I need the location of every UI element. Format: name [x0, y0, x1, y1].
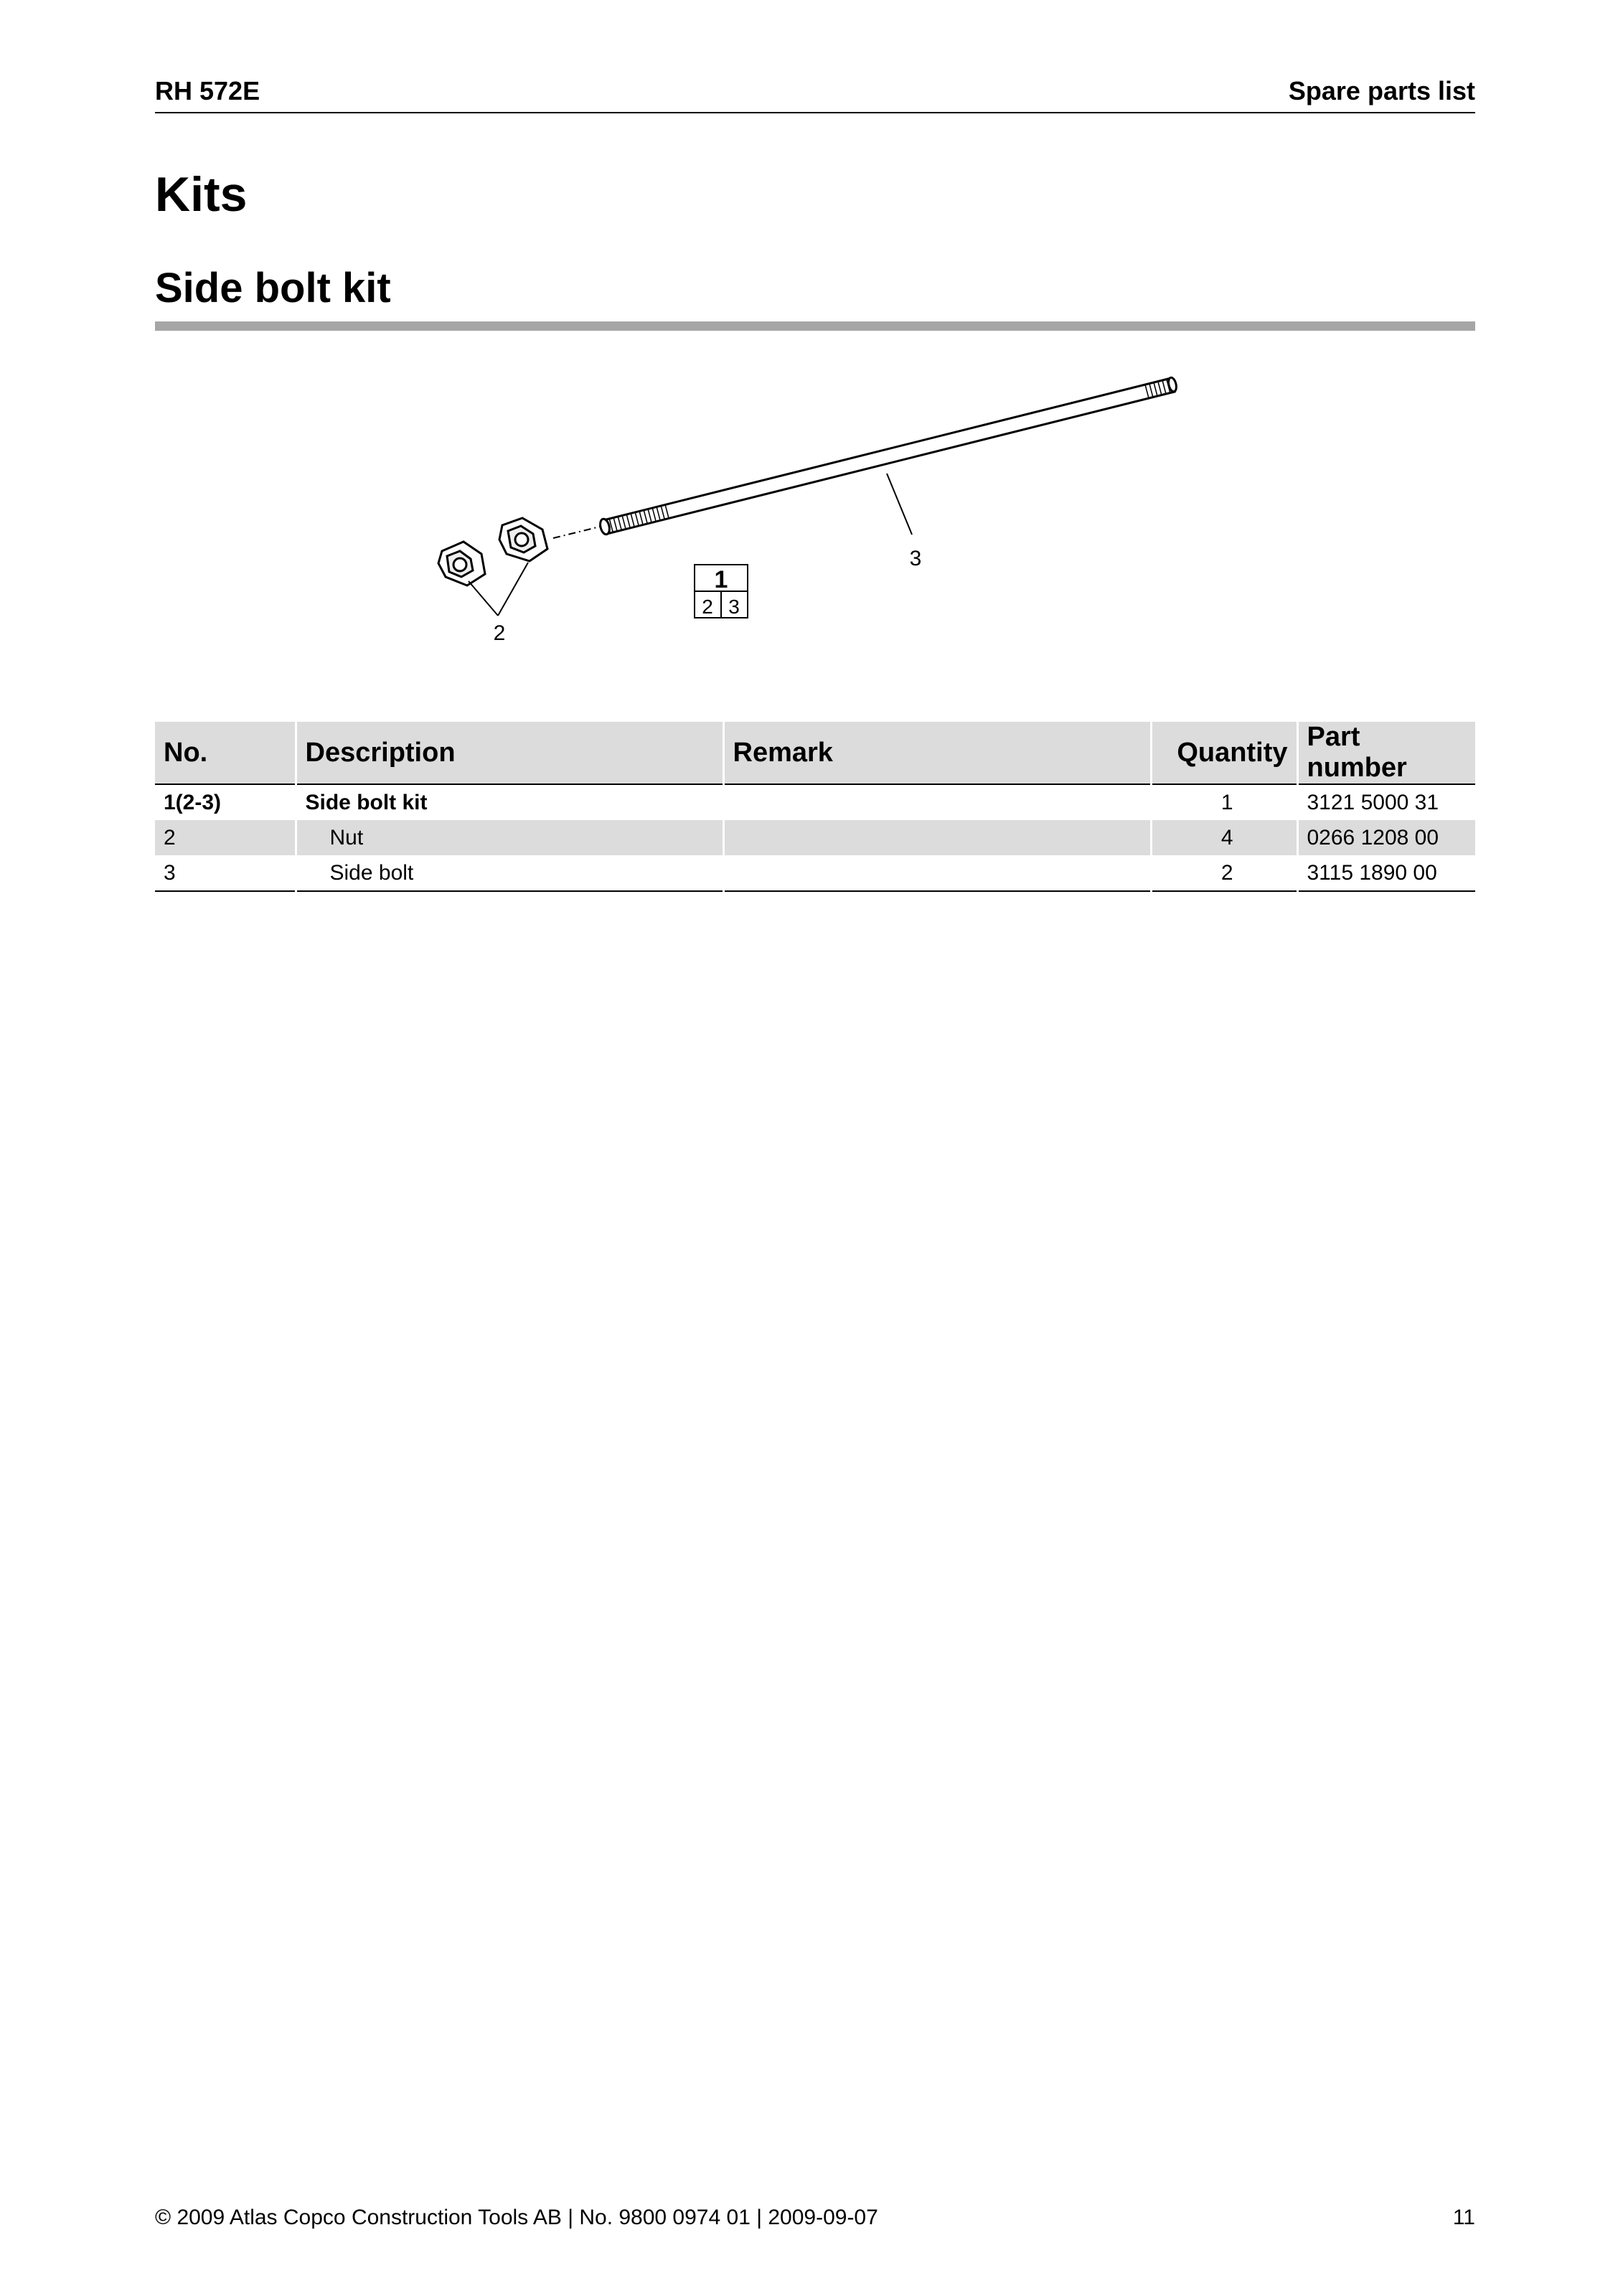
cell-no: 1(2-3) — [155, 784, 296, 820]
table-row — [155, 784, 1475, 820]
cell-part-number: 0266 1208 00 — [1297, 820, 1475, 855]
section-title: Kits — [155, 167, 248, 222]
column-header-part-number: Part number — [1297, 722, 1475, 784]
cell-description: Side bolt kit — [296, 784, 723, 820]
nut-drawing-1 — [438, 542, 485, 585]
cell-remark — [723, 820, 1151, 855]
subsection-title: Side bolt kit — [155, 265, 391, 311]
column-header-no: No. — [155, 722, 296, 784]
callout-leader-nut-1 — [469, 581, 498, 616]
callout-2-label: 2 — [493, 621, 506, 645]
callout-3-label: 3 — [909, 547, 922, 570]
cell-description: Nut — [296, 820, 723, 855]
callout-leader-bolt — [887, 474, 912, 535]
kit-box-left-label: 2 — [702, 596, 713, 618]
kit-box-right-label: 3 — [728, 596, 740, 618]
table-row — [155, 855, 1475, 891]
cell-remark — [723, 784, 1151, 820]
footer-page-number: 11 — [1452, 2206, 1475, 2229]
cell-part-number: 3121 5000 31 — [1307, 790, 1439, 814]
side-bolt-drawing — [599, 377, 1178, 535]
cell-remark — [723, 855, 1151, 891]
exploded-diagram — [155, 359, 1475, 674]
cell-part-number: 3115 1890 00 — [1297, 855, 1475, 891]
cell-quantity: 4 — [1151, 820, 1297, 855]
side-bolt-kit-illustration — [155, 359, 1475, 674]
column-header-remark: Remark — [723, 722, 1151, 784]
cell-no: 2 — [155, 820, 296, 855]
cell-no: 3 — [155, 855, 296, 891]
cell-quantity: 2 — [1151, 855, 1297, 891]
callout-leader-nut-2 — [498, 563, 528, 616]
column-header-quantity: Quantity — [1151, 722, 1297, 784]
cell-description: Side bolt — [296, 855, 723, 891]
kit-box-top-label: 1 — [714, 566, 728, 593]
cell-quantity: 1 — [1151, 784, 1297, 820]
assembly-axis-line — [553, 527, 600, 538]
table-row — [155, 820, 1475, 855]
table-header-row — [155, 722, 1475, 784]
section-rule — [155, 321, 1475, 331]
page-header — [155, 76, 1475, 113]
parts-table — [155, 722, 1475, 892]
nut-drawing-2 — [499, 518, 547, 561]
footer-copyright: © 2009 Atlas Copco Construction Tools AB | No. 9800 0974 01 | 2009-09-07 — [155, 2206, 878, 2229]
column-header-description: Description — [296, 722, 723, 784]
model-name: RH 572E — [155, 76, 260, 105]
document-type: Spare parts list — [1288, 76, 1475, 105]
